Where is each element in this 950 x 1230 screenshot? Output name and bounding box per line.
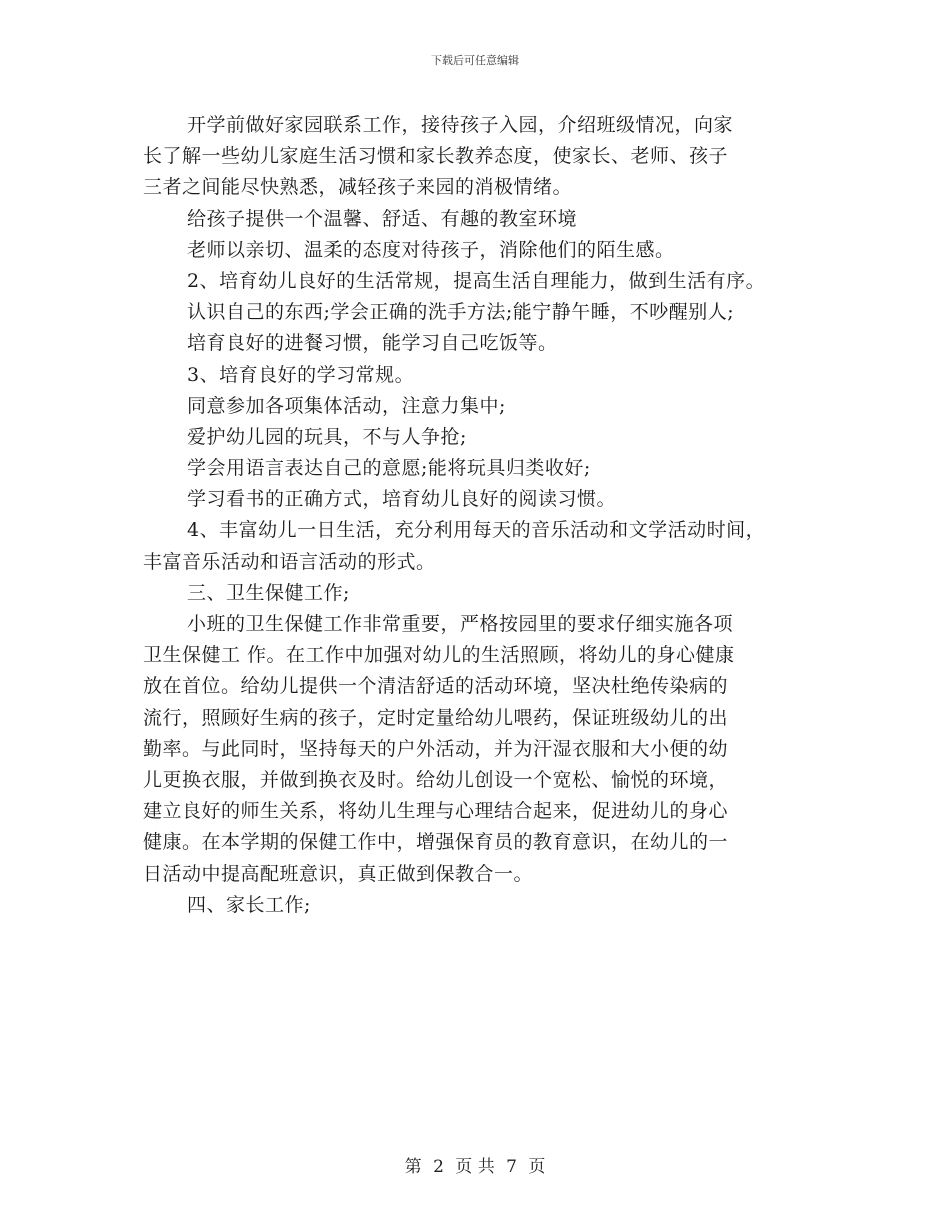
text-line: 小班的卫生保健工作非常重要，严格按园里的要求仔细实施各项 (187, 613, 734, 635)
text-line: 认识自己的东西;学会正确的洗手方法;能宁静午睡，不吵醒别人; (187, 301, 735, 324)
text-line: 流行，照顾好生病的孩子，定时定量给幼儿喂药，保证班级幼儿的出 (143, 706, 729, 729)
text-line: 2、培育幼儿良好的生活常规，提高生活自理能力，做到生活有序。 (187, 269, 766, 292)
text-line: 勤率。与此同时，坚持每天的户外活动，并为汗湿衣服和大小便的幼 (143, 737, 729, 760)
text-line: 儿更换衣服，并做到换衣及时。给幼儿创设一个宽松、愉悦的环境， (143, 768, 729, 791)
footer-middle: 页 共 (455, 1157, 495, 1177)
footer-suffix: 页 (528, 1157, 546, 1177)
text-line: 四、家长工作; (187, 893, 311, 916)
footer-page-number: 2 (433, 1157, 444, 1177)
footer-prefix: 第 (404, 1157, 422, 1177)
text-line: 爱护幼儿园的玩具，不与人争抢; (187, 425, 467, 448)
text-line: 卫生保健工 作。在工作中加强对幼儿的生活照顾，将幼儿的身心健康 (143, 644, 735, 667)
text-line: 3、培育良好的学习常规。 (187, 363, 415, 386)
text-line: 同意参加各项集体活动，注意力集中; (187, 394, 506, 417)
footer-total-pages: 7 (506, 1157, 517, 1177)
text-line: 开学前做好家园联系工作，接待孩子入园，介绍班级情况，向家 (187, 114, 734, 136)
text-line: 放在首位。给幼儿提供一个清洁舒适的活动环境，坚决杜绝传染病的 (143, 675, 729, 698)
page-footer (0, 1152, 950, 1177)
text-line: 三者之间能尽快熟悉，减轻孩子来园的消极情绪。 (143, 176, 573, 199)
text-line: 长了解一些幼儿家庭生活习惯和家长教养态度，使家长、老师、孩子 (143, 145, 729, 168)
text-line: 学会用语言表达自己的意愿;能将玩具归类收好; (187, 457, 591, 480)
text-line: 4、丰富幼儿一日生活，充分利用每天的音乐活动和文学活动时间， (187, 519, 766, 542)
text-line: 日活动中提高配班意识，真正做到保教合一。 (143, 862, 534, 885)
text-line: 老师以亲切、温柔的态度对待孩子，消除他们的陌生感。 (187, 238, 675, 261)
text-line: 给孩子提供一个温馨、舒适、有趣的教室环境 (187, 207, 578, 230)
text-line: 三、卫生保健工作; (187, 581, 350, 604)
text-line: 丰富音乐活动和语言活动的形式。 (143, 550, 436, 573)
page-header: 下载后可任意编辑 (431, 54, 519, 67)
text-line: 健康。在本学期的保健工作中，增强保育员的教育意识，在幼儿的一 (143, 831, 729, 854)
text-line: 培育良好的进餐习惯，能学习自己吃饭等。 (187, 332, 558, 355)
document-body (143, 110, 823, 921)
text-line: 学习看书的正确方式，培育幼儿良好的阅读习惯。 (187, 488, 617, 511)
text-line: 建立良好的师生关系，将幼儿生理与心理结合起来，促进幼儿的身心 (143, 800, 729, 823)
